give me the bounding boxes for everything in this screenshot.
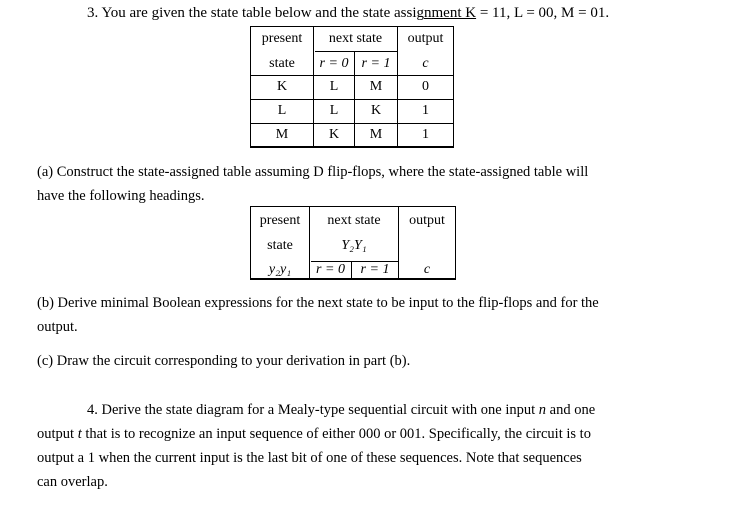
table1-row1-output: 0: [422, 79, 429, 94]
problem-4-text: [37, 398, 697, 494]
table1-subheader-output: c: [422, 56, 429, 71]
table1-row2-r0: L: [329, 103, 339, 118]
part-a-line-2: have the following headings.: [37, 188, 205, 204]
part-b-line-1: (b) Derive minimal Boolean expressions for the next state to be input to the flip-flops and for the: [37, 295, 599, 311]
table2-header-next-state: next state: [327, 213, 381, 228]
table1-row3-r1: M: [369, 127, 383, 142]
table1-row1-r1: M: [369, 79, 383, 94]
part-b-text: [37, 291, 697, 339]
table2-subheader-state: state: [267, 238, 293, 253]
part-c-text: [37, 349, 697, 373]
part-a-line-1: (a) Construct the state-assigned table assuming D flip-flops, where the state-assigned table will: [37, 164, 589, 180]
table1-row1-present: K: [276, 79, 288, 94]
table2-present-vars: y₂y₁: [268, 262, 292, 277]
table1-subheader-r0: r = 0: [319, 56, 349, 71]
table1-header-present: present: [261, 31, 303, 46]
table1-row2-r1: K: [370, 103, 382, 118]
problem-3-intro-prefix: 3. You are given the state table below and the state assig: [87, 5, 425, 21]
table2-header-present: present: [259, 213, 301, 228]
problem-3-intro-underlined: nment K: [424, 5, 477, 21]
table1-row3-output: 1: [422, 127, 429, 142]
problem-4-line-2: output t that is to recognize an input sequence of either 000 or 001. Specifically, the circuit is to: [37, 426, 591, 442]
part-c-line-1: (c) Draw the circuit corresponding to your derivation in part (b).: [37, 353, 411, 369]
problem-4-line-3: output a 1 when the current input is the last bit of one of these sequences. Note that sequences: [37, 450, 582, 466]
table1-header-next-state: next state: [328, 31, 383, 46]
problem-4-line-1: 4. Derive the state diagram for a Mealy-type sequential circuit with one input n and one: [87, 402, 596, 418]
part-b-line-2: output.: [37, 319, 78, 335]
table1-row2-output: 1: [422, 103, 429, 118]
table2-header-output: output: [409, 213, 445, 228]
part-a-text: [37, 160, 697, 208]
table2-subheader-output: c: [423, 262, 431, 277]
table1-row2-present: L: [277, 103, 287, 118]
table1-subheader-r1: r = 1: [361, 56, 391, 71]
table1-row3-r0: K: [328, 127, 340, 142]
table1-row3-present: M: [275, 127, 289, 142]
table1-subheader-state: state: [269, 56, 295, 71]
state-table: [250, 26, 454, 148]
state-assigned-table-headings: [250, 206, 456, 280]
table2-subheader-r1: r = 1: [360, 262, 390, 277]
table2-subheader-next-vars: Y₂Y₁: [341, 238, 367, 253]
table2-subheader-r0: r = 0: [316, 262, 345, 277]
problem-3-intro-suffix: = 11, L = 00, M = 01.: [476, 5, 610, 21]
table1-header-output: output: [407, 31, 444, 46]
problem-4-line-4: can overlap.: [37, 474, 108, 490]
table1-row1-r0: L: [329, 79, 339, 94]
problem-3-intro: [87, 4, 609, 22]
